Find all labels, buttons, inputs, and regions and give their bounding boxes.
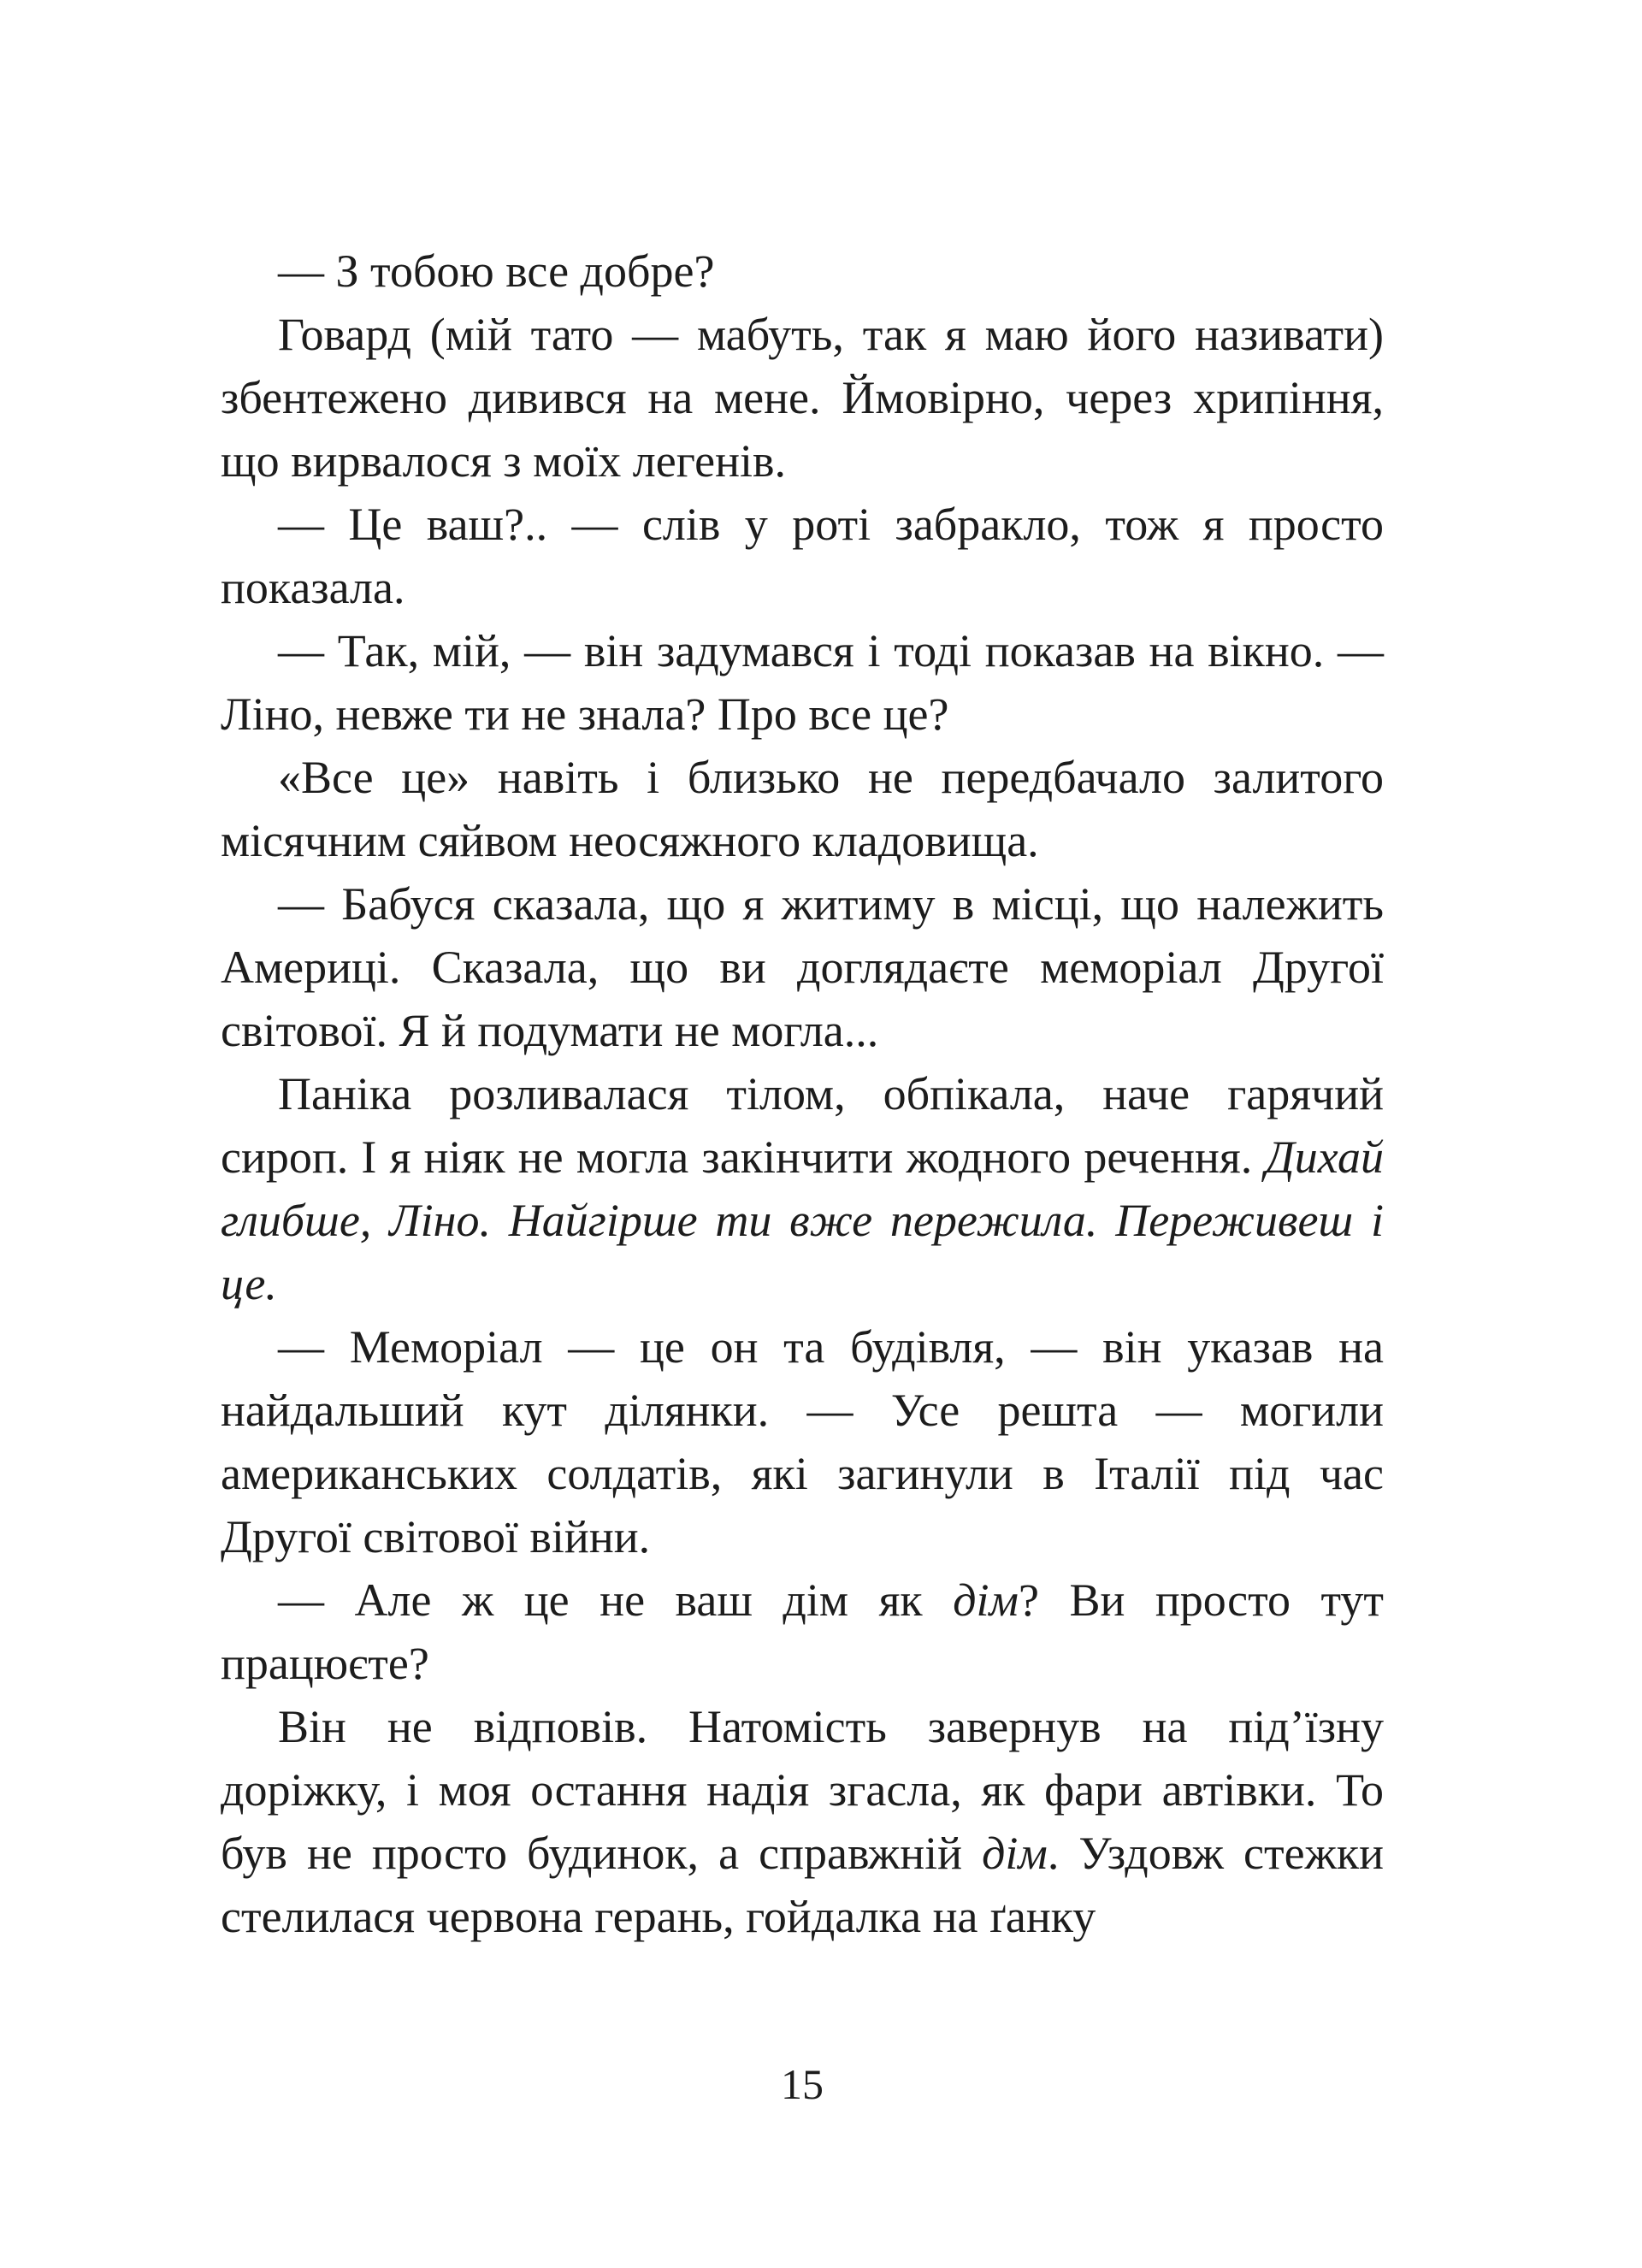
paragraph <box>221 303 1384 493</box>
paragraph <box>221 493 1384 619</box>
text-run: «Все це» навіть і близько не передбачало залитого місячним сяйвом неосяжного кладовища. <box>221 752 1384 866</box>
text-run: Паніка розливалася тілом, обпікала, наче гарячий сироп. І я ніяк не могла закінчити жодного речення. <box>221 1068 1384 1183</box>
paragraph <box>221 872 1384 1062</box>
paragraph <box>221 1062 1384 1315</box>
text-run: . Уздовж стежки стелилася червона герань, гойдалка на ґанку <box>221 1828 1384 1942</box>
text-run: Він не відповів. Натомість завернув на під’їзну доріжку, і моя остання надія згасла, як фари автівки. То був не просто будинок, а справжній <box>221 1701 1384 1879</box>
italic-text-run: дім <box>982 1828 1048 1879</box>
text-run: — Так, мій, — він задумався і тоді показав на вікно. — Ліно, невже ти не знала? Про все це? <box>221 625 1384 740</box>
text-run: — Меморіал — це он та будівля, — він указав на найдальший кут ділянки. — Усе решта — могили американських солдатів, які загинули в Італії під час Другої світової війни. <box>221 1321 1384 1562</box>
paragraph <box>221 1568 1384 1695</box>
paragraph <box>221 1695 1384 1948</box>
paragraph <box>221 1315 1384 1568</box>
text-run: — Це ваш?.. — слів у роті забракло, тож я просто показала. <box>221 499 1384 613</box>
text-run: — З тобою все добре? <box>278 245 715 297</box>
paragraph <box>221 746 1384 872</box>
italic-text-run: Дихай глибше, Ліно. Найгірше ти вже пережила. Переживеш і це. <box>221 1131 1384 1309</box>
text-run: Говард (мій тато — мабуть, так я маю його називати) збентежено дивився на мене. Ймовірно, через хрипіння, що вирвалося з моїх легенів. <box>221 309 1384 487</box>
paragraph <box>221 239 1384 303</box>
page-number: 15 <box>781 2060 824 2108</box>
italic-text-run: дім <box>953 1574 1019 1626</box>
text-run: — Бабуся сказала, що я житиму в місці, що належить Америці. Сказала, що ви доглядаєте меморіал Другої світової. Я й подумати не могла... <box>221 878 1384 1056</box>
paragraph <box>221 619 1384 746</box>
text-run: ? Ви просто тут працюєте? <box>221 1574 1384 1689</box>
page-text <box>221 239 1384 1948</box>
text-run: — Але ж це не ваш дім як <box>278 1574 954 1626</box>
